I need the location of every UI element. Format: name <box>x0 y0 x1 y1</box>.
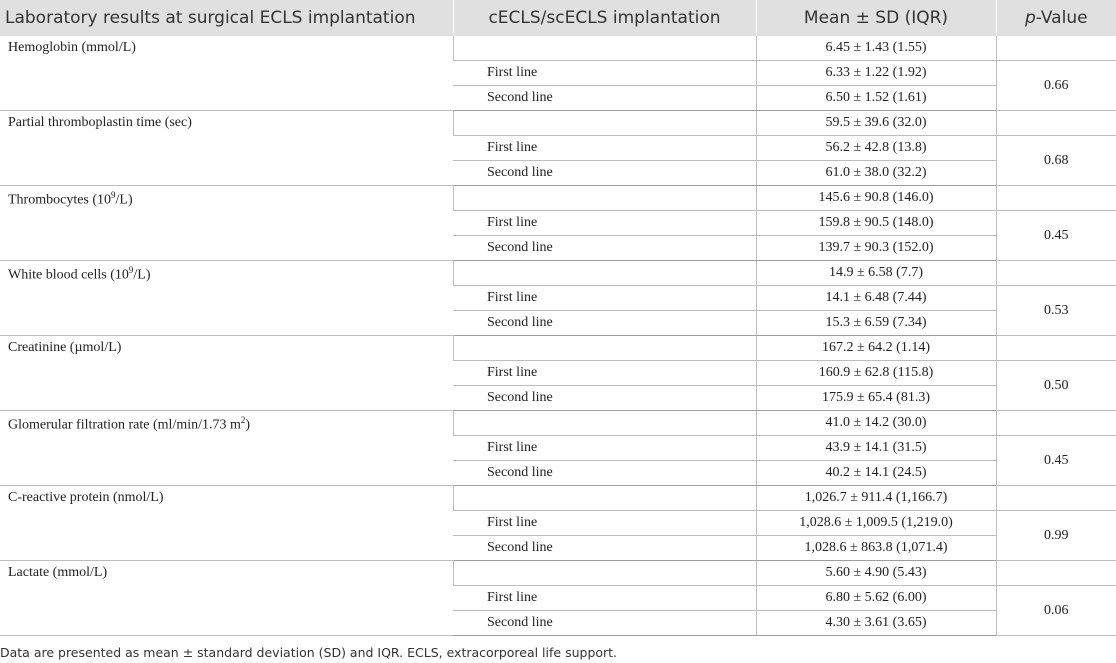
second-line-label: Second line <box>453 161 756 186</box>
overall-mean-value: 59.5 ± 39.6 (32.0) <box>756 111 996 136</box>
p-value-empty-cell <box>996 261 1116 286</box>
first-line-label: First line <box>453 286 756 311</box>
header-mean-sd: Mean ± SD (IQR) <box>756 0 996 36</box>
header-implantation: cECLS/scECLS implantation <box>453 0 756 36</box>
header-p-italic: p <box>1024 8 1036 28</box>
second-line-value: 40.2 ± 14.1 (24.5) <box>756 461 996 486</box>
parameter-name-text: White blood cells (10 <box>8 267 129 283</box>
parameter-name-unit: ) <box>245 417 251 433</box>
parameter-name <box>0 411 453 486</box>
parameter-superscript: 9 <box>128 265 134 275</box>
p-value-empty-cell <box>996 336 1116 361</box>
table-row <box>0 411 1116 436</box>
p-value-empty-cell <box>996 36 1116 61</box>
parameter-name <box>0 261 453 336</box>
table-footnote: Data are presented as mean ± standard deviation (SD) and IQR. ECLS, extracorporeal life support. <box>0 645 618 660</box>
parameter-name: Partial thromboplastin time (sec) <box>0 111 453 186</box>
p-value: 0.66 <box>996 61 1116 111</box>
parameter-name: Hemoglobin (mmol/L) <box>0 36 453 111</box>
overall-mean-value: 6.45 ± 1.43 (1.55) <box>756 36 996 61</box>
p-value-empty-cell <box>996 111 1116 136</box>
parameter-name: Lactate (mmol/L) <box>0 561 453 636</box>
second-line-label: Second line <box>453 386 756 411</box>
first-line-value: 159.8 ± 90.5 (148.0) <box>756 211 996 236</box>
table-row <box>0 111 1116 136</box>
second-line-label: Second line <box>453 536 756 561</box>
p-value-empty-cell <box>996 486 1116 511</box>
table-row <box>0 261 1116 286</box>
implantation-empty-cell <box>453 36 756 61</box>
first-line-value: 56.2 ± 42.8 (13.8) <box>756 136 996 161</box>
p-value: 0.06 <box>996 586 1116 636</box>
table-body <box>0 36 1116 636</box>
overall-mean-value: 41.0 ± 14.2 (30.0) <box>756 411 996 436</box>
overall-mean-value: 5.60 ± 4.90 (5.43) <box>756 561 996 586</box>
implantation-empty-cell <box>453 561 756 586</box>
table-row <box>0 336 1116 361</box>
overall-mean-value: 145.6 ± 90.8 (146.0) <box>756 186 996 211</box>
implantation-empty-cell <box>453 336 756 361</box>
parameter-name: Creatinine (µmol/L) <box>0 336 453 411</box>
first-line-value: 160.9 ± 62.8 (115.8) <box>756 361 996 386</box>
first-line-label: First line <box>453 136 756 161</box>
second-line-label: Second line <box>453 611 756 636</box>
overall-mean-value: 1,026.7 ± 911.4 (1,166.7) <box>756 486 996 511</box>
table-row <box>0 486 1116 511</box>
first-line-label: First line <box>453 511 756 536</box>
second-line-value: 139.7 ± 90.3 (152.0) <box>756 236 996 261</box>
second-line-value: 15.3 ± 6.59 (7.34) <box>756 311 996 336</box>
p-value-empty-cell <box>996 186 1116 211</box>
parameter-name-unit: /L) <box>133 267 151 283</box>
header-p-rest: -Value <box>1035 8 1088 28</box>
overall-mean-value: 14.9 ± 6.58 (7.7) <box>756 261 996 286</box>
table-row <box>0 36 1116 61</box>
first-line-value: 1,028.6 ± 1,009.5 (1,219.0) <box>756 511 996 536</box>
table-header-row <box>0 0 1116 36</box>
overall-mean-value: 167.2 ± 64.2 (1.14) <box>756 336 996 361</box>
first-line-value: 14.1 ± 6.48 (7.44) <box>756 286 996 311</box>
parameter-name-text: Glomerular filtration rate (ml/min/1.73 m <box>8 417 241 433</box>
parameter-name <box>0 186 453 261</box>
implantation-empty-cell <box>453 111 756 136</box>
first-line-value: 6.80 ± 5.62 (6.00) <box>756 586 996 611</box>
implantation-empty-cell <box>453 411 756 436</box>
p-value-empty-cell <box>996 561 1116 586</box>
table-row <box>0 186 1116 211</box>
table-row <box>0 561 1116 586</box>
second-line-label: Second line <box>453 311 756 336</box>
first-line-label: First line <box>453 211 756 236</box>
first-line-label: First line <box>453 436 756 461</box>
second-line-value: 61.0 ± 38.0 (32.2) <box>756 161 996 186</box>
second-line-value: 175.9 ± 65.4 (81.3) <box>756 386 996 411</box>
second-line-label: Second line <box>453 86 756 111</box>
second-line-value: 6.50 ± 1.52 (1.61) <box>756 86 996 111</box>
p-value: 0.45 <box>996 436 1116 486</box>
header-lab-results: Laboratory results at surgical ECLS implantation <box>0 0 453 36</box>
implantation-empty-cell <box>453 261 756 286</box>
implantation-empty-cell <box>453 486 756 511</box>
parameter-name-unit: /L) <box>115 192 133 208</box>
first-line-label: First line <box>453 361 756 386</box>
parameter-superscript: 2 <box>240 415 246 425</box>
first-line-label: First line <box>453 586 756 611</box>
second-line-value: 4.30 ± 3.61 (3.65) <box>756 611 996 636</box>
p-value: 0.53 <box>996 286 1116 336</box>
parameter-name-text: Thrombocytes (10 <box>8 192 112 208</box>
implantation-empty-cell <box>453 186 756 211</box>
second-line-value: 1,028.6 ± 863.8 (1,071.4) <box>756 536 996 561</box>
parameter-name: C-reactive protein (nmol/L) <box>0 486 453 561</box>
p-value: 0.45 <box>996 211 1116 261</box>
p-value: 0.50 <box>996 361 1116 411</box>
second-line-label: Second line <box>453 236 756 261</box>
header-p-value <box>996 0 1116 36</box>
second-line-label: Second line <box>453 461 756 486</box>
first-line-value: 43.9 ± 14.1 (31.5) <box>756 436 996 461</box>
p-value-empty-cell <box>996 411 1116 436</box>
p-value: 0.68 <box>996 136 1116 186</box>
parameter-superscript: 9 <box>111 190 116 200</box>
first-line-label: First line <box>453 61 756 86</box>
p-value: 0.99 <box>996 511 1116 561</box>
first-line-value: 6.33 ± 1.22 (1.92) <box>756 61 996 86</box>
